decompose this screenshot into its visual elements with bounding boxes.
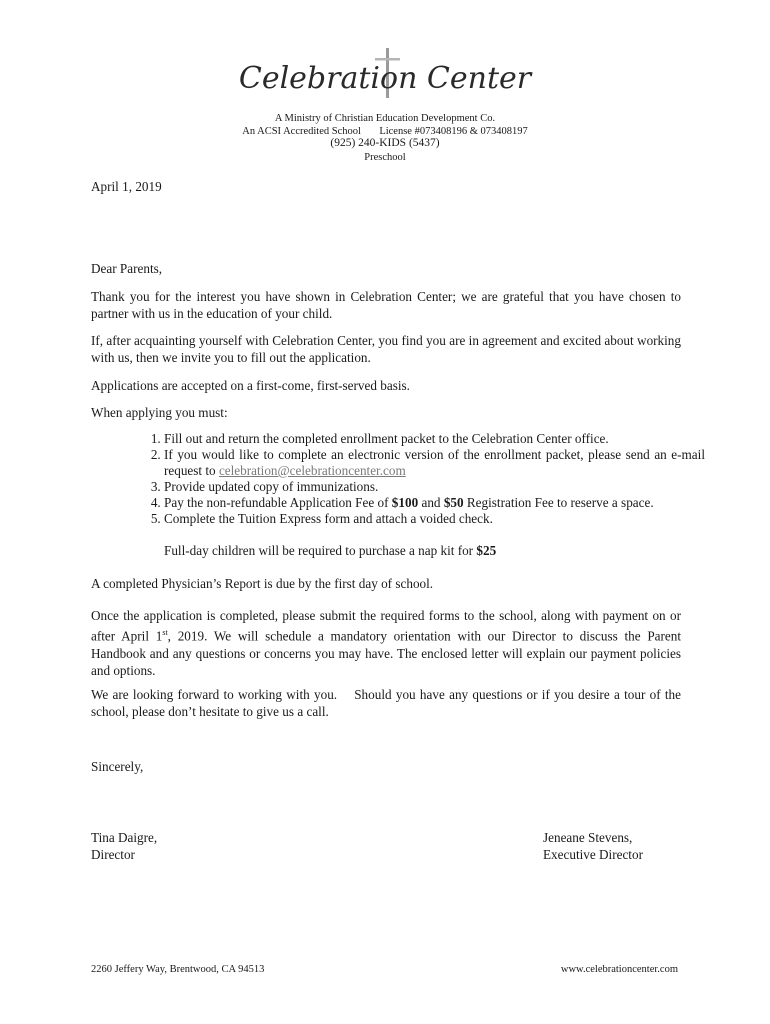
step-item xyxy=(164,431,705,447)
email-link[interactable]: celebration@celebrationcenter.com xyxy=(218,463,406,478)
nap-kit-text: Full-day children will be required to purchase a nap kit for xyxy=(164,543,477,558)
step-text: Registration Fee to reserve a space. xyxy=(463,495,654,510)
paragraph-physician: A completed Physician’s Report is due by the first day of school. xyxy=(91,576,434,591)
paragraph-closing: We are looking forward to working with you. Should you have any questions or if you desire a tour of the school, please don’t hesitate to give us a call. xyxy=(91,687,685,720)
step-text: Fill out and return the completed enrollment packet to the Celebration Center office. xyxy=(164,431,609,446)
completion-text-b: , 2019. We will schedule a mandatory orientation with our Director to discuss the Parent Handbook and any questions or concerns you may have. The enclosed letter will explain our payment policies and options. xyxy=(91,628,682,678)
letterhead-line1: A Ministry of Christian Education Development Co. xyxy=(274,113,496,124)
license-text: License #073408196 & 073408197 xyxy=(379,126,528,137)
step-item xyxy=(164,447,705,479)
paragraph-completion xyxy=(91,607,681,679)
ordinal-suffix: st xyxy=(162,628,168,638)
letterhead-phone: (925) 240-KIDS (5437) xyxy=(330,137,440,149)
nap-kit-note xyxy=(164,542,684,559)
paragraph-first-come: Applications are accepted on a first-come, first-served basis. xyxy=(91,378,410,393)
step-text: Pay the non-refundable Application Fee of xyxy=(164,495,392,510)
signer-right-title: Executive Director xyxy=(543,847,643,862)
paragraph-thanks: Thank you for the interest you have shown in Celebration Center; we are grateful that you have chosen to partner with us in the education of your child. xyxy=(91,289,681,322)
step-item xyxy=(164,495,705,511)
signer-right-name: Jeneane Stevens, xyxy=(543,830,633,845)
paragraph-invite: If, after acquainting yourself with Celebration Center, you find you are in agreement and excited about working with us, then we invite you to fill out the application. xyxy=(91,333,681,366)
footer-website: www.celebrationcenter.com xyxy=(560,964,678,975)
step-text: If you would like to complete an electronic version of the enrollment packet, please send an e-mail request to xyxy=(164,447,705,478)
step-text: Complete the Tuition Express form and attach a voided check. xyxy=(164,511,493,526)
application-fee: $100 xyxy=(391,495,419,510)
sign-off: Sincerely, xyxy=(91,759,144,774)
logo xyxy=(0,44,770,106)
accreditation-text: An ACSI Accredited School xyxy=(242,126,361,137)
paragraph-when-applying: When applying you must: xyxy=(91,405,228,420)
signer-left-title: Director xyxy=(91,847,135,862)
salutation: Dear Parents, xyxy=(91,261,163,276)
logo-graphic xyxy=(238,44,532,106)
nap-kit-price: $25 xyxy=(476,543,497,558)
logo-text: Celebration Center xyxy=(238,61,532,96)
step-text: and xyxy=(418,495,444,510)
step-text: Provide updated copy of immunizations. xyxy=(164,479,379,494)
footer-address: 2260 Jeffery Way, Brentwood, CA 94513 xyxy=(91,964,265,975)
letterhead-program: Preschool xyxy=(364,152,406,163)
signer-left-name: Tina Daigre, xyxy=(91,830,158,845)
completion-text-a: Once the application is completed, please submit the required forms to the school, along with payment on or after April 1 xyxy=(91,608,681,644)
registration-fee: $50 xyxy=(443,495,464,510)
step-item xyxy=(164,479,705,495)
application-steps xyxy=(140,431,705,527)
letter-date: April 1, 2019 xyxy=(91,179,162,194)
signer-left xyxy=(91,829,157,863)
step-item xyxy=(164,511,705,527)
signer-right xyxy=(543,829,643,863)
